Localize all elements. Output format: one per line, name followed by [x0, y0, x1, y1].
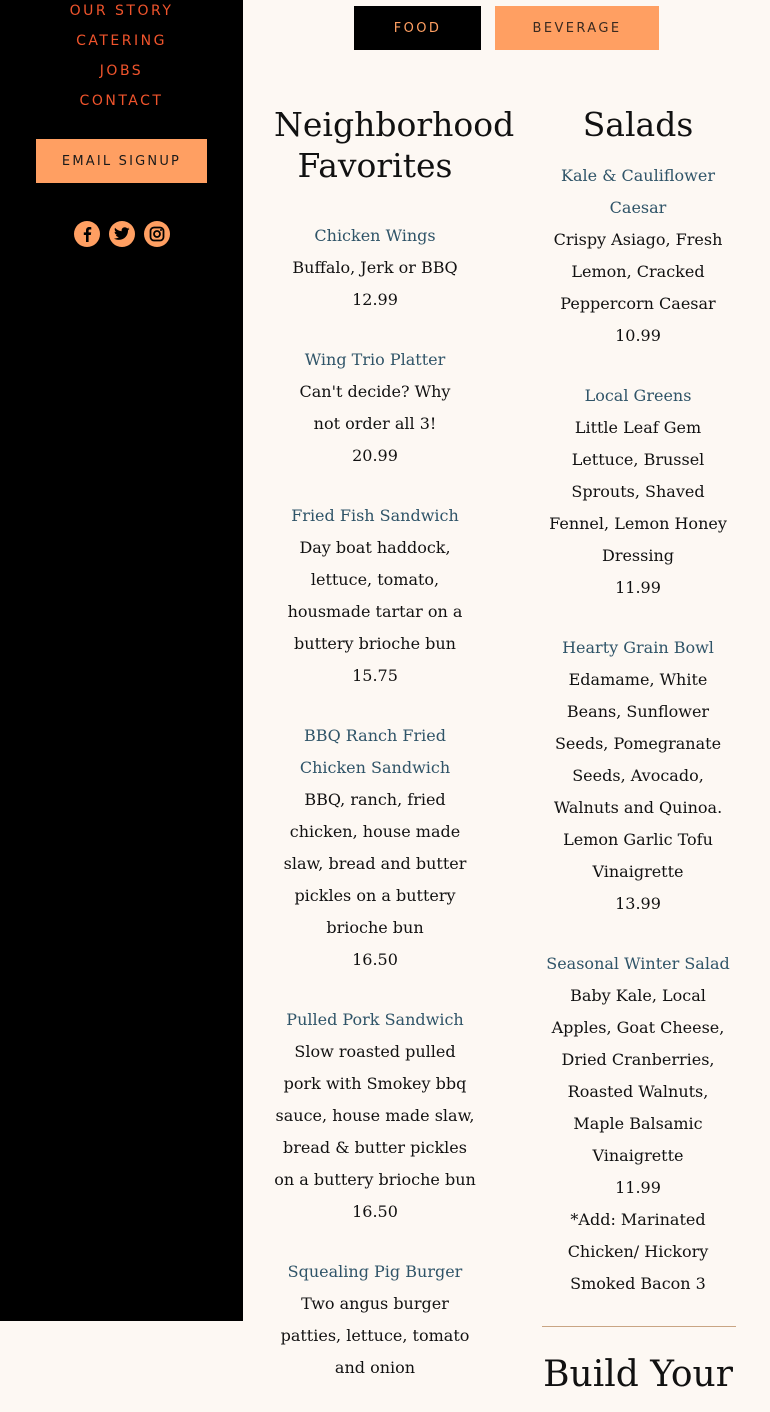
menu-item — [540, 380, 736, 604]
item-description: Baby Kale, Local Apples, Goat Cheese, Dried Cranberries, Roasted Walnuts, Maple Balsamic Vinaigrette — [551, 986, 725, 1165]
menu-item — [274, 220, 476, 316]
item-price: 16.50 — [352, 950, 398, 969]
nav-catering[interactable]: CATERING — [76, 33, 167, 49]
twitter-icon[interactable] — [109, 221, 135, 247]
menu-item — [540, 160, 736, 352]
menu-column-favorites — [274, 104, 515, 1412]
sidebar — [0, 0, 243, 1321]
item-price: 11.99 — [615, 1178, 661, 1197]
menu-item — [274, 720, 476, 976]
menu-item — [274, 344, 476, 472]
nav-jobs[interactable]: JOBS — [99, 63, 144, 79]
item-name: BBQ Ranch Fried Chicken Sandwich — [299, 726, 451, 777]
item-name: Fried Fish Sandwich — [291, 506, 459, 525]
nav-our-story[interactable]: OUR STORY — [69, 3, 174, 19]
tab-beverage[interactable]: BEVERAGE — [495, 6, 659, 50]
nav-contact[interactable]: CONTACT — [79, 93, 164, 109]
item-price: 15.75 — [352, 666, 398, 685]
item-description: Slow roasted pulled pork with Smokey bbq sauce, house made slaw, bread & butter pickles on a buttery brioche bun — [274, 1042, 476, 1189]
item-description: Buffalo, Jerk or BBQ — [292, 258, 458, 277]
item-name: Squealing Pig Burger — [287, 1262, 463, 1281]
item-note: *Add: Marinated Chicken/ Hickory Smoked Bacon 3 — [567, 1210, 709, 1293]
section-title-next: Build Your — [543, 1354, 733, 1395]
item-description: Edamame, White Beans, Sunflower Seeds, Pomegranate Seeds, Avocado, Walnuts and Quinoa. Lemon Garlic Tofu Vinaigrette — [553, 670, 723, 881]
section-divider — [542, 1326, 736, 1327]
facebook-icon[interactable] — [74, 221, 100, 247]
menu-item — [274, 500, 476, 692]
item-price: 13.99 — [615, 894, 661, 913]
menu-column-salads — [540, 104, 736, 1397]
item-price: 11.99 — [615, 578, 661, 597]
item-description: Can't decide? Why not order all 3! — [299, 382, 451, 433]
email-signup-button[interactable]: EMAIL SIGNUP — [36, 139, 207, 183]
item-description: Two angus burger patties, lettuce, tomato and onion — [280, 1294, 470, 1377]
menu-item — [540, 948, 736, 1300]
item-price: 12.99 — [352, 290, 398, 309]
section-title: Neighborhood Favorites — [274, 105, 515, 185]
item-name: Hearty Grain Bowl — [562, 638, 714, 657]
menu-item — [274, 1256, 476, 1384]
menu-item — [274, 1004, 476, 1228]
tab-food[interactable]: FOOD — [354, 6, 481, 50]
menu-item — [540, 632, 736, 920]
item-price: 20.99 — [352, 446, 398, 465]
item-name: Wing Trio Platter — [304, 350, 446, 369]
item-name: Local Greens — [584, 386, 692, 405]
item-price: 10.99 — [615, 326, 661, 345]
item-description: Day boat haddock, lettuce, tomato, housmade tartar on a buttery brioche bun — [287, 538, 463, 653]
item-description: Little Leaf Gem Lettuce, Brussel Sprouts, Shaved Fennel, Lemon Honey Dressing — [549, 418, 727, 565]
section-title: Salads — [582, 105, 694, 144]
item-name: Pulled Pork Sandwich — [286, 1010, 464, 1029]
item-description: Crispy Asiago, Fresh Lemon, Cracked Peppercorn Caesar — [553, 230, 723, 313]
item-description: BBQ, ranch, fried chicken, house made slaw, bread and butter pickles on a buttery brioche bun — [283, 790, 467, 937]
item-name: Seasonal Winter Salad — [546, 954, 730, 973]
item-price: 16.50 — [352, 1202, 398, 1221]
item-name: Kale & Cauliflower Caesar — [561, 166, 715, 217]
instagram-icon[interactable] — [144, 221, 170, 247]
item-name: Chicken Wings — [314, 226, 436, 245]
